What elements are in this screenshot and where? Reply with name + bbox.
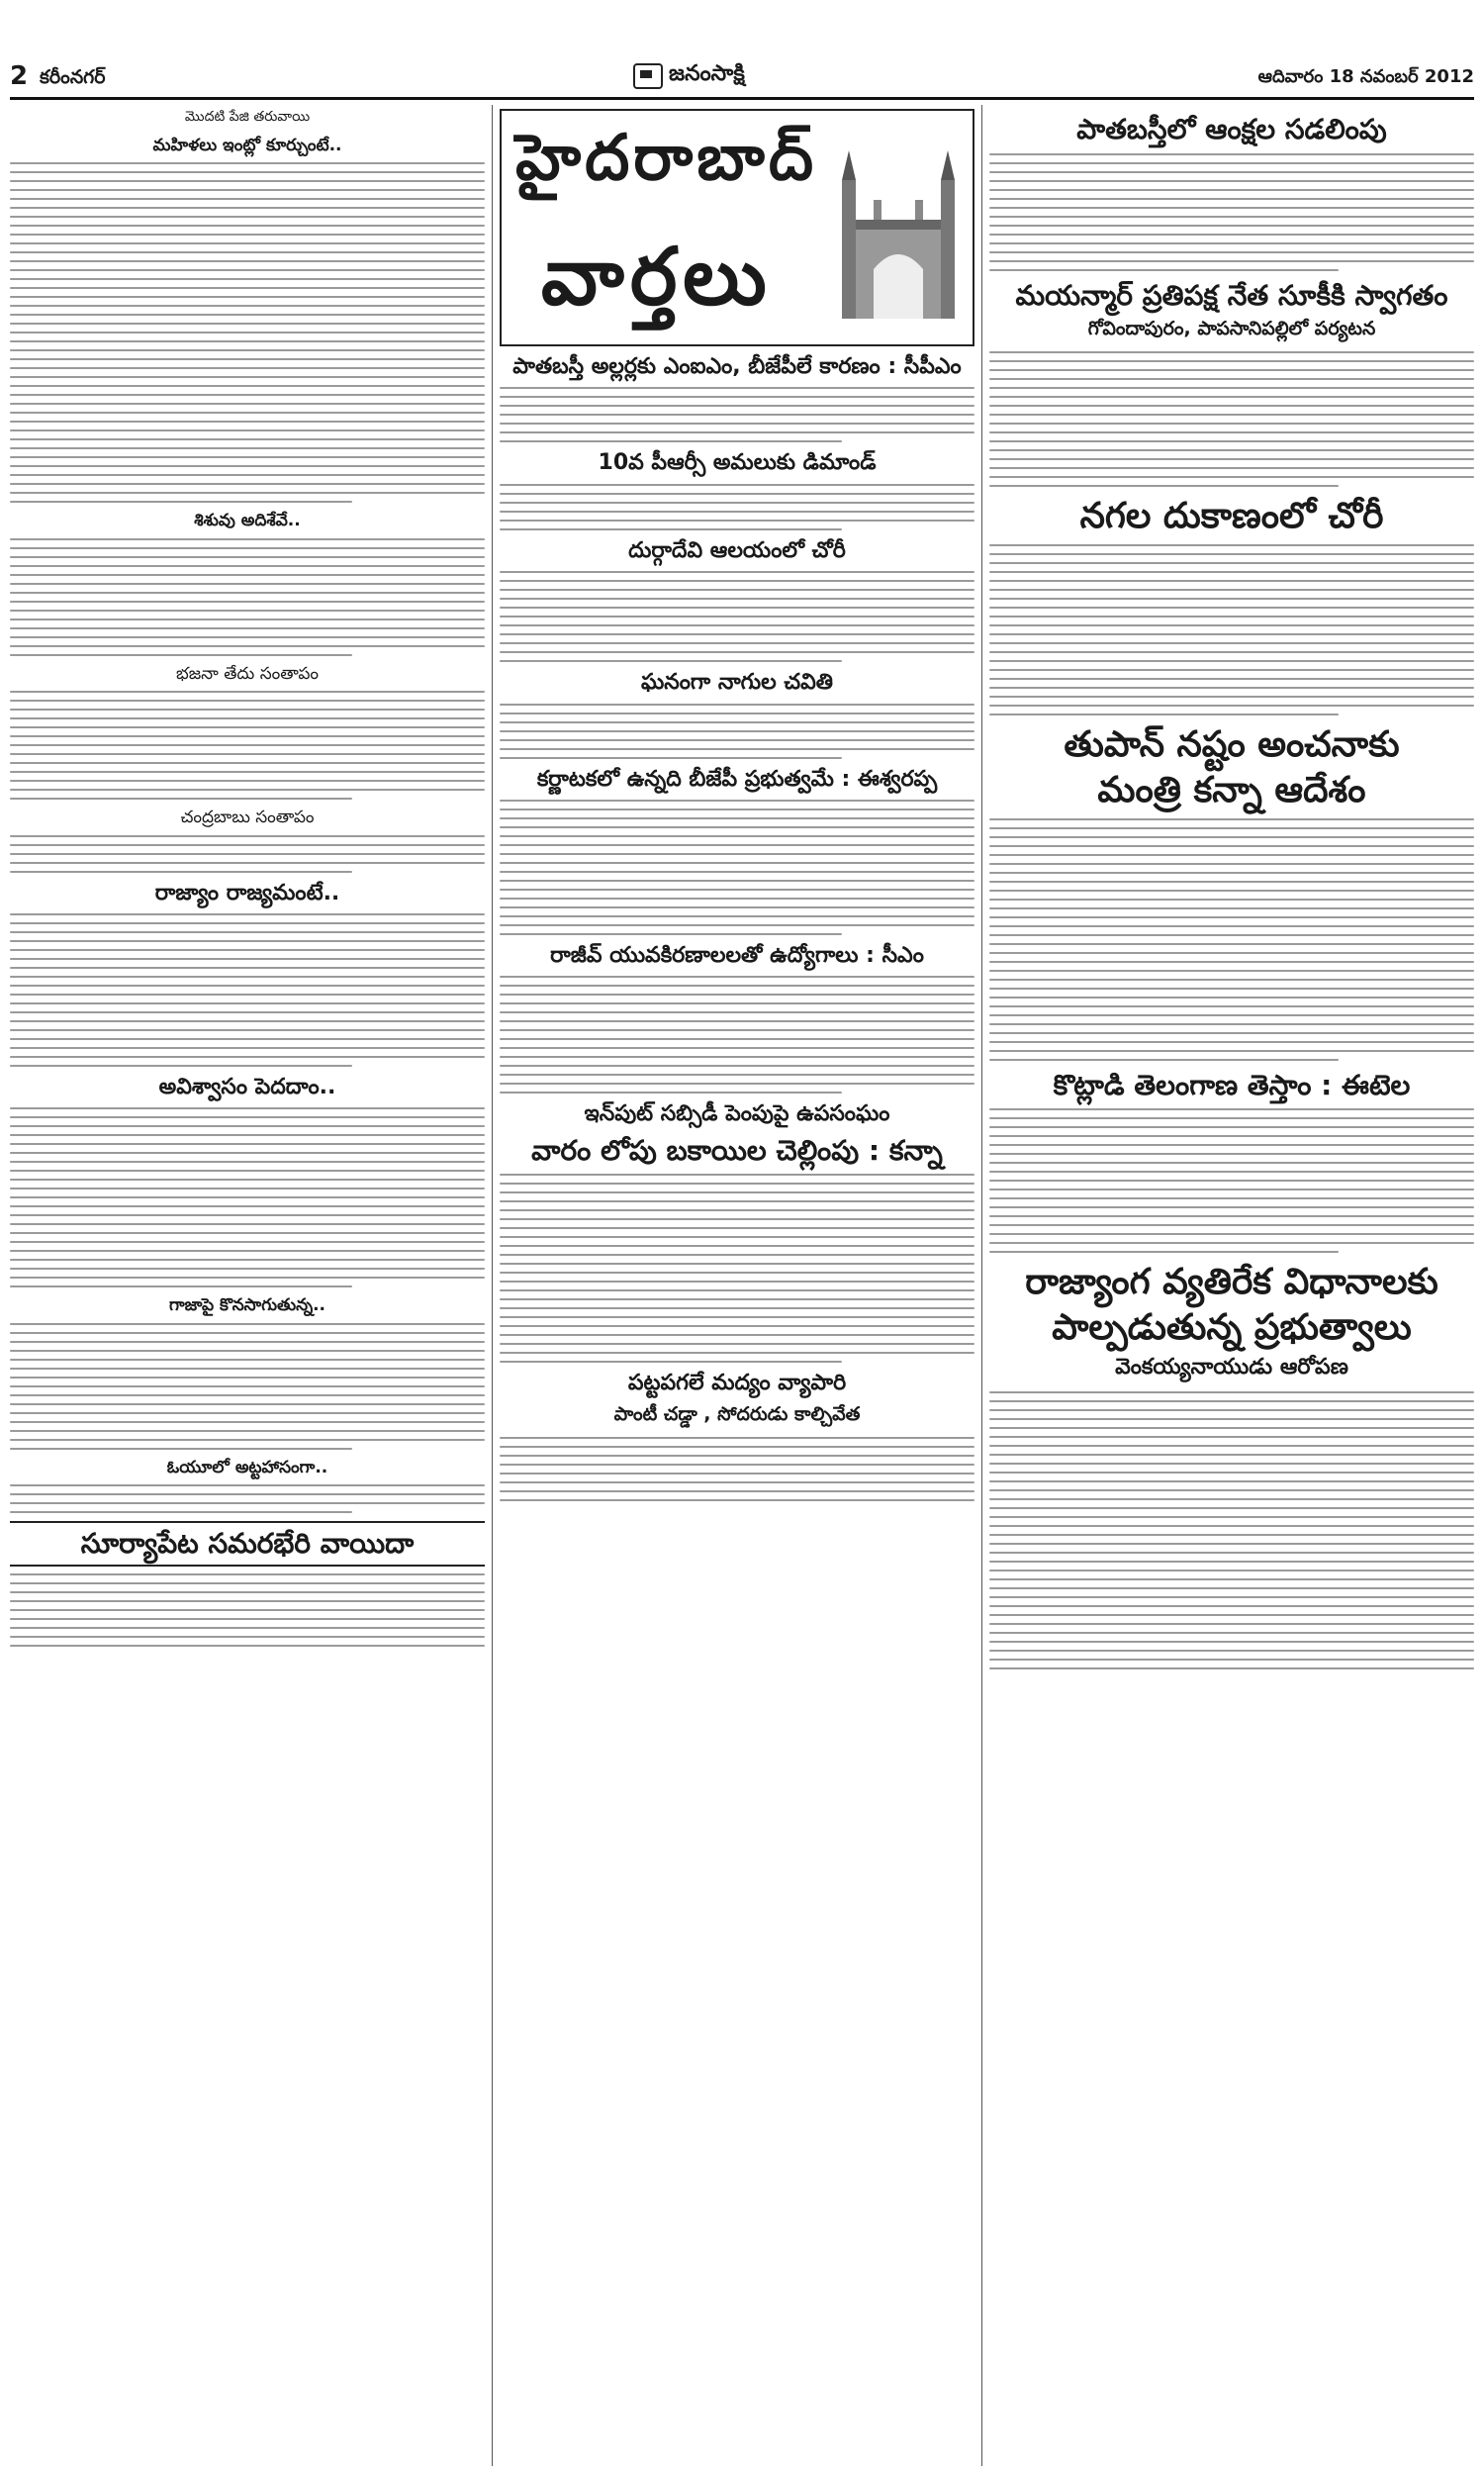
article-headline: ఘనంగా నాగుల చవితి [641, 670, 833, 696]
article-headline: మహిళలు ఇంట్లో కూర్చుంటే.. [152, 136, 342, 155]
page-number: 2 [10, 61, 29, 91]
article-headline: 10వ పీఆర్సీ అమలుకు డిమాండ్ [598, 450, 877, 476]
article-body [10, 1323, 485, 1450]
article-headline: అవిశ్వాసం పెదదాం.. [158, 1074, 336, 1099]
article-body [500, 976, 974, 1094]
issue-date: ఆదివారం 18 నవంబర్ 2012 [1257, 66, 1474, 87]
column-divider [981, 105, 982, 2466]
article-body [989, 1391, 1474, 1669]
article-headline: వారం లోపు బకాయిల చెల్లింపు : కన్నా [531, 1133, 943, 1167]
article-headline: శిశువు అదిశేవే.. [194, 511, 301, 531]
article-headline: దుర్గాదేవి ఆలయంలో చోరీ [628, 537, 846, 563]
article-body [500, 571, 974, 662]
logo-line-1: హైదరాబాద్ [515, 121, 818, 195]
article-subhead: చంద్రబాబు సంతాపం [180, 808, 315, 828]
newspaper-logo [633, 61, 745, 91]
article-headline: నగల దుకాణంలో చోరీ [1079, 496, 1384, 537]
article-body [10, 691, 485, 800]
article-body [500, 387, 974, 442]
article-body [989, 153, 1474, 271]
hyderabad-news-logo [500, 109, 974, 346]
charminar-icon [834, 121, 963, 329]
article-body [500, 704, 974, 759]
article-headline: పాతబస్తీలో ఆంక్షల సడలింపు [1076, 113, 1387, 145]
edition-city: కరీంనగర్ [40, 66, 106, 88]
article-body [500, 1174, 974, 1363]
article-body [10, 1107, 485, 1287]
article-headline: ఇన్‌పుట్ సబ్సిడీ పెంపుపై ఉపసంఘం [584, 1101, 890, 1127]
article-body [500, 1437, 974, 1501]
article-headline: మంత్రి కన్నా ఆదేశం [1097, 769, 1366, 810]
article-headline: సూర్యాపేట సమరభేరి వాయిదా [10, 1521, 485, 1567]
article-headline: కొట్లాడి తెలంగాణ తెస్తాం : ఈటెల [1053, 1068, 1411, 1101]
article-body [10, 1484, 485, 1513]
column-right [989, 105, 1474, 2466]
article-headline: ఓయూలో అట్టహాసంగా.. [166, 1457, 328, 1477]
logo-icon [633, 63, 663, 89]
article-subheadline: వెంకయ్యనాయుడు ఆరోపణ [1115, 1354, 1348, 1380]
masthead-rule [10, 97, 1474, 100]
article-body [989, 1108, 1474, 1253]
article-headline: పాల్పడుతున్న ప్రభుత్వాలు [1052, 1306, 1412, 1348]
column-center [500, 105, 974, 2466]
article-headline: రాజీవ్ యువకిరణాలలతో ఉద్యోగాలు : సీఎం [550, 942, 924, 968]
continued-kicker: మొదటి పేజి తరువాయి [184, 109, 311, 125]
article-headline: మయన్మార్ ప్రతిపక్ష నేత సూకీకి స్వాగతం [1015, 278, 1448, 312]
article-subheadline: పాంటీ చడ్డా , సోదరుడు కాల్చివేత [613, 1402, 861, 1425]
logo-line-2: వార్తలు [541, 230, 773, 323]
article-headline: తుపాన్ నష్టం అంచనాకు [1064, 724, 1400, 766]
article-body [500, 800, 974, 935]
article-body [10, 835, 485, 873]
article-body [989, 818, 1474, 1061]
article-body [10, 1573, 485, 1647]
article-body [10, 538, 485, 656]
masthead [10, 61, 1474, 95]
article-body [500, 484, 974, 530]
article-headline: గాజాపై కొనసాగుతున్న.. [169, 1295, 325, 1316]
article-subheadline: గోవిందాపురం, పాపసానిపల్లిలో పర్యటన [1087, 318, 1376, 340]
article-body [10, 162, 485, 503]
article-body [989, 351, 1474, 487]
article-subhead: భజనా తేదు సంతాపం [175, 663, 320, 684]
article-headline: పాతబస్తీ అల్లర్లకు ఎంఐఎం, బీజేపీలే కారణం : సీపీఎం [512, 354, 962, 379]
column-left [10, 105, 485, 2466]
logo-text: జనంసాక్షి [669, 61, 745, 86]
article-headline: పట్టపగలే మద్యం వ్యాపారి [627, 1371, 847, 1396]
article-body [989, 544, 1474, 715]
article-body [10, 913, 485, 1067]
column-divider [492, 105, 493, 2466]
article-headline: రాజ్యాంగ వ్యతిరేక విధానాలకు [1025, 1262, 1438, 1303]
article-headline: రాజ్యాం రాజ్యమంటే.. [154, 880, 340, 905]
article-headline: కర్ణాటకలో ఉన్నది బీజేపీ ప్రభుత్వమే : ఈశ్వరప్ప [536, 766, 938, 792]
